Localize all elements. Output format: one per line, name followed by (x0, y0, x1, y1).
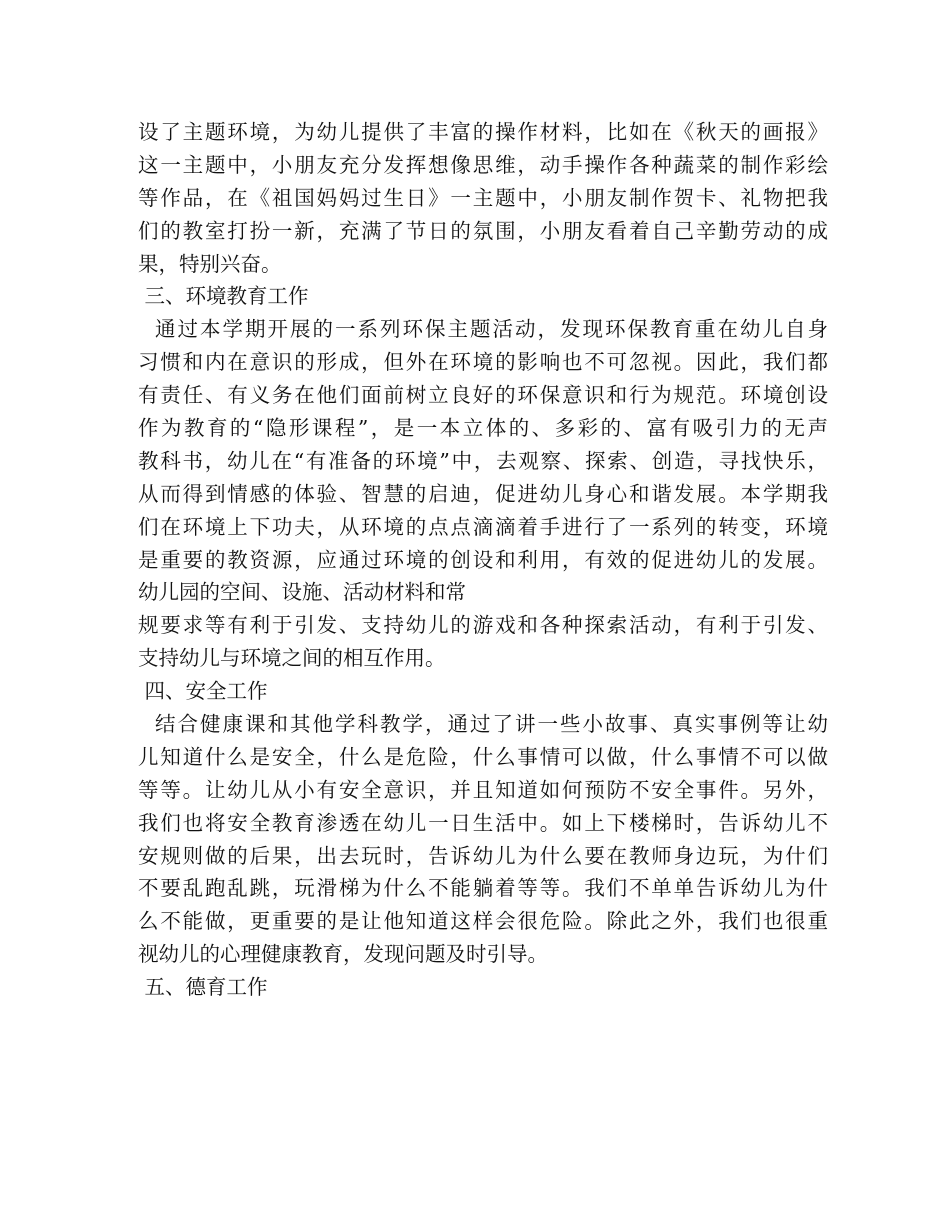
text-line: 通过本学期开展的一系列环保主题活动，发现环保教育重在幼儿自身 (138, 317, 828, 342)
text-line: 幼儿园的空间、设施、活动材料和常 (138, 580, 466, 605)
text-line: 我们也将安全教育渗透在幼儿一日生活中。如上下楼梯时，告诉幼儿不 (138, 810, 828, 835)
text-line: 规要求等有利于引发、支持幼儿的游戏和各种探索活动，有利于引发、 (138, 613, 828, 638)
text-line: 支持幼儿与环境之间的相互作用。 (138, 646, 446, 671)
text-line: 五、德育工作 (138, 975, 268, 1000)
text-line: 们在环境上下功夫，从环境的点点滴滴着手进行了一系列的转变，环境 (138, 514, 828, 539)
text-line: 习惯和内在意识的形成，但外在环境的影响也不可忽视。因此，我们都 (138, 350, 828, 375)
text-line: 四、安全工作 (138, 679, 268, 704)
text-line: 等等。让幼儿从小有安全意识，并且知道如何预防不安全事件。另外， (138, 777, 828, 802)
text-line: 果，特别兴奋。 (138, 251, 282, 276)
text-line: 教科书，幼儿在“有准备的环境”中，去观察、探索、创造，寻找快乐， (138, 448, 828, 473)
text-line: 么不能做，更重要的是让他知道这样会很危险。除此之外，我们也很重 (138, 909, 828, 934)
text-line: 等作品，在《祖国妈妈过生日》一主题中，小朋友制作贺卡、礼物把我 (138, 185, 828, 210)
text-line: 三、环境教育工作 (138, 284, 309, 309)
text-line: 安规则做的后果，出去玩时，告诉幼儿为什么要在教师身边玩，为什们 (138, 843, 828, 868)
text-line: 视幼儿的心理健康教育，发现问题及时引导。 (138, 942, 548, 967)
text-line: 儿知道什么是安全，什么是危险，什么事情可以做，什么事情不可以做 (138, 744, 828, 769)
text-line: 作为教育的“隐形课程”，是一本立体的、多彩的、富有吸引力的无声 (138, 416, 828, 441)
text-line: 们的教室打扮一新，充满了节日的氛围，小朋友看着自己辛勤劳动的成 (138, 218, 828, 243)
text-line: 有责任、有义务在他们面前树立良好的环保意识和行为规范。环境创设 (138, 383, 828, 408)
text-line: 不要乱跑乱跳，玩滑梯为什么不能躺着等等。我们不单单告诉幼儿为什 (138, 876, 828, 901)
text-line: 这一主题中，小朋友充分发挥想像思维，动手操作各种蔬菜的制作彩绘 (138, 152, 828, 177)
document-body (138, 116, 828, 1004)
text-line: 从而得到情感的体验、智慧的启迪，促进幼儿身心和谐发展。本学期我 (138, 481, 828, 506)
text-line: 是重要的教资源，应通过环境的创设和利用，有效的促进幼儿的发展。 (138, 547, 828, 572)
text-line: 结合健康课和其他学科教学，通过了讲一些小故事、真实事例等让幼 (138, 712, 828, 737)
text-line: 设了主题环境，为幼儿提供了丰富的操作材料，比如在《秋天的画报》 (138, 120, 828, 144)
